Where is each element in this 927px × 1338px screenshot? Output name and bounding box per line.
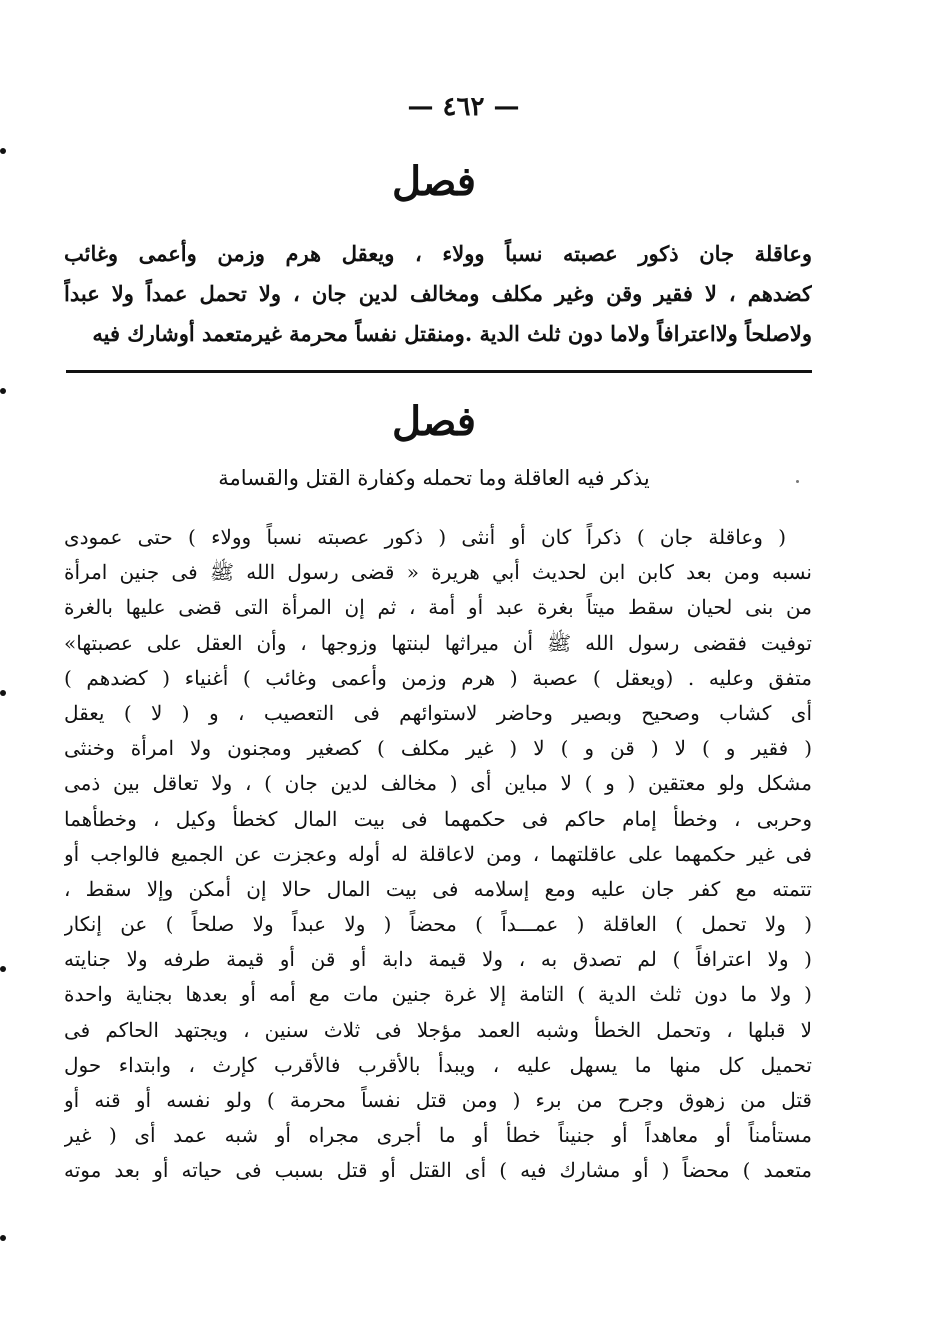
text-line: من بنى لحيان سقط ميتاً بغرة عبد أو أمة ، ثم إن المرأة التى قضى عليها بالغرة [64,595,812,620]
text-line: وعاقلة جان ذكور عصبته نسباً وولاء ، ويعقل هرم وزمن وأعمى وغائب [64,241,812,266]
matn-text [64,234,812,354]
text-line: مشكل ولو معتقين ( و ) لا مباين أى ( مخالف لدين جان ) ، ولا تعاقل بين ذمى [64,771,812,796]
text-line: ( ولا ما دون ثلث الدية ) التامة إلا غرة جنين مات مع أمه أو بعدها بجناية واحدة [64,982,812,1007]
text-line: فى غير حكمهما على عاقلتهما ، ومن لاعاقلة له أوله وعجزت عن الجميع فالواجب أو [64,841,812,866]
text-line: كضدهم ، لا فقير وقن وغير مكلف ومخالف لدين جان ، ولا تحمل عمداً ولا عبداً [64,281,812,306]
text-line: وحربى ، وخطأ إمام حاكم فى حكمهما فى بيت المال كخطأ وكيل ، وخطأهما [64,806,812,831]
text-line: ( ولا اعترافاً ) لم تصدق به ، ولا قيمة دابة أو قن أو قيمة طرفه ولا جنايته [64,947,812,972]
text-line: تحميل كل منها ما يسهل عليه ، ويبدأ بالأقرب فالأقرب كإرث ، وابتداء حول [64,1052,812,1077]
text-line: مستأمناً أو معاهداً أو جنيناً خطأ أو ما أجرى مجراه أو شبه عمد أى ( غير [64,1123,812,1148]
margin-mark [0,690,6,696]
text-line: ( ولا تحمل ) العاقلة ( عمـــداً ) محضاً ( ولا عبداً ولا صلحاً ) عن إنكار [64,912,812,937]
text-line: ولاصلحاً ولااعترافاً ولاما دون ثلث الدية .ومنقتل نفساً محرمة غيرمتعمد أوشارك فيه [92,321,812,346]
text-line: توفيت فقضى رسول الله ﷺ أن ميراثها لبنتها وزوجها ، وأن العقل على عصبتها» [64,630,812,655]
divider-rule [66,370,812,373]
margin-mark [0,966,6,972]
page-number: — ٤٦٢ — [407,92,520,122]
margin-mark [0,388,6,394]
text-line: تتمته مع كفر جان عليه ومع إسلامه فى بيت المال حالا إن أمكن وإلا سقط ، [64,876,812,901]
text-line: متفق وعليه . (ويعقل ) عصبة ( هرم وزمن وأعمى وغائب ) أغنياء ( كضدهم ) [64,665,812,690]
section-heading: فصل [391,398,477,445]
margin-mark [0,148,6,154]
text-line: متعمد ) محضاً ( أو مشارك فيه ) أى القتل أو قتل بسبب فى حياته أو بعد موته [64,1158,812,1183]
text-line: قتل من زهوق وجرح من برء ( ومن قتل نفساً محرمة ) ولو نفسه أو قنه أو [64,1088,812,1112]
margin-mark [0,1235,6,1241]
text-line: ( وعاقلة جان ) ذكراً كان أو أنثى ( ذكور عصبته نسباً وولاء ) حتى عمودى [64,525,787,549]
section-heading: فصل [391,158,477,205]
text-line: لا قبلها ، وتحمل الخطأ وشبه العمد مؤجلا فى ثلاث سنين ، ويجتهد الحاكم فى [64,1017,812,1042]
text-line: ( فقير و ) لا ( قن و ) لا ( غير مكلف ) كصغير ومجنون ولا امرأة وخنثى [64,736,812,761]
section-subtitle: يذكر فيه العاقلة وما تحمله وكفارة القتل والقسامة [218,466,650,490]
text-line: أى كشاب وصحيح وبصير وحاضر لاستوائهم فى التعصيب ، و ( لا ) يعقل [64,700,812,725]
text-line: نسبه ومن بعد كابن ابن لحديث أبي هريرة « قضى رسول الله ﷺ فى جنين امرأة [64,560,812,585]
commentary-text [64,520,812,1189]
